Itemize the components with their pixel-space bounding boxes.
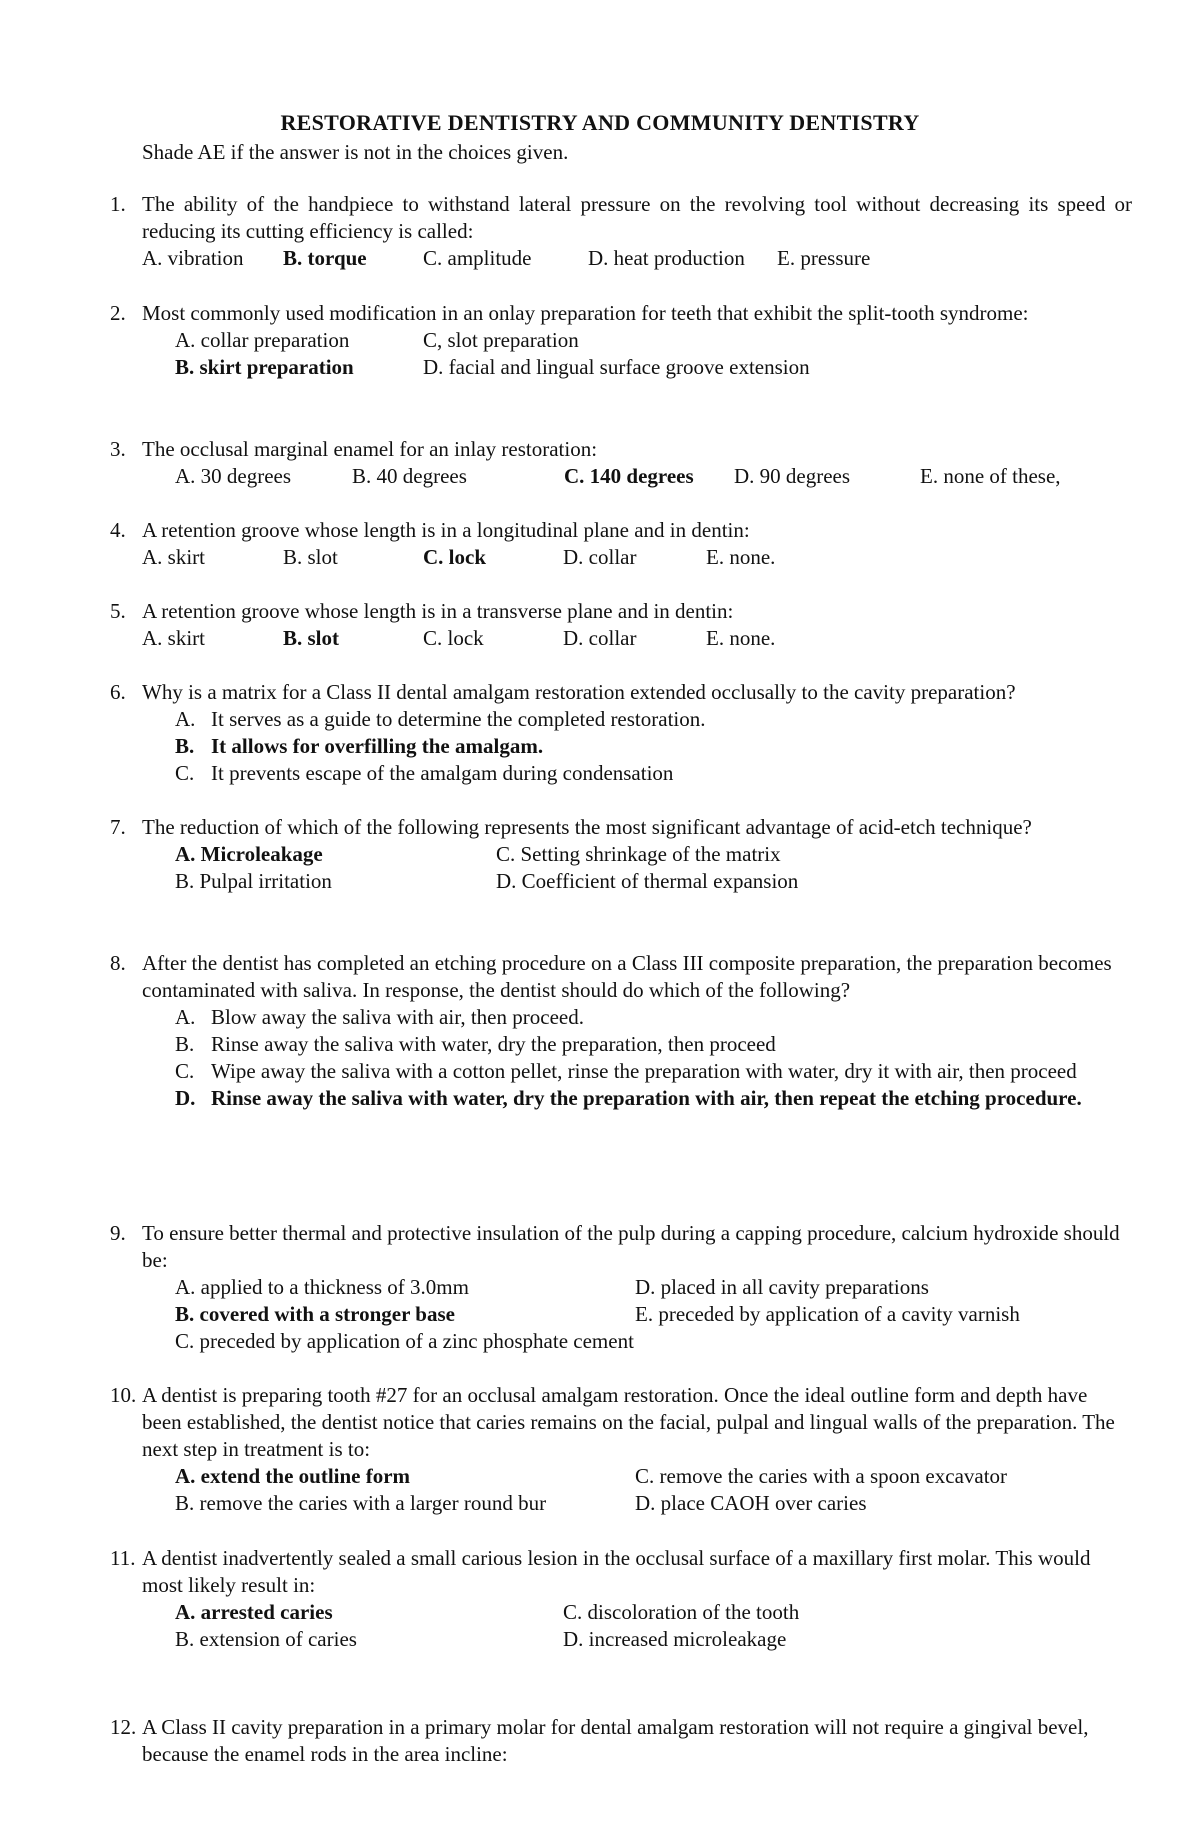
option-c: C. discoloration of the tooth	[563, 1600, 800, 1624]
option-a: A. vibration	[142, 246, 244, 270]
option-b: B. Rinse away the saliva with water, dry the preparation, then proceed	[175, 1032, 776, 1056]
option-c-answer: C. 140 degrees	[564, 464, 694, 488]
option-b-answer: B. torque	[283, 246, 367, 270]
option-e: E. none.	[706, 626, 776, 650]
option-d: D. 90 degrees	[734, 464, 851, 488]
option-a: A. applied to a thickness of 3.0mm	[175, 1275, 469, 1299]
question-2	[110, 300, 1132, 381]
option-e: E. preceded by application of a cavity varnish	[635, 1302, 1020, 1326]
option-a: A. It serves as a guide to determine the completed restoration.	[175, 707, 706, 731]
question-number: 9.	[110, 1221, 126, 1245]
question-stem: Most commonly used modification in an onlay preparation for teeth that exhibit the split-tooth syndrome:	[142, 301, 1029, 325]
option-d: D. collar	[563, 545, 637, 569]
option-b: B. Pulpal irritation	[175, 869, 332, 893]
question-11	[110, 1545, 1132, 1653]
option-b-answer: B. slot	[283, 626, 340, 650]
option-d: D. placed in all cavity preparations	[635, 1275, 929, 1299]
question-3	[110, 436, 1132, 490]
question-4	[110, 517, 1132, 571]
option-a: A. Blow away the saliva with air, then proceed.	[175, 1005, 584, 1029]
question-stem: A retention groove whose length is in a transverse plane and in dentin:	[142, 599, 734, 623]
option-d: D. place CAOH over caries	[635, 1491, 867, 1515]
question-stem: A Class II cavity preparation in a primary molar for dental amalgam restoration will not require a gingival bevel, because the enamel rods in the area incline:	[142, 1715, 1089, 1766]
option-c: C. lock	[423, 626, 484, 650]
option-a: A. 30 degrees	[175, 464, 292, 488]
option-d: D. facial and lingual surface groove extension	[423, 355, 810, 379]
option-a-answer: A. Microleakage	[175, 842, 323, 866]
instruction-text: Shade AE if the answer is not in the choices given.	[142, 140, 569, 164]
question-stem: To ensure better thermal and protective insulation of the pulp during a capping procedure, calcium hydroxide should be:	[142, 1221, 1120, 1272]
option-e: E. none.	[706, 545, 776, 569]
question-number: 4.	[110, 518, 126, 542]
option-d: D. increased microleakage	[563, 1627, 787, 1651]
question-number: 1.	[110, 192, 126, 216]
question-stem: A dentist is preparing tooth #27 for an occlusal amalgam restoration. Once the ideal outline form and depth have been established, the dentist notice that caries remains on the facial, pulpal and lingual walls of the preparation. The next step in treatment is to:	[142, 1383, 1115, 1461]
question-6	[110, 679, 1132, 787]
option-a: A. skirt	[142, 626, 205, 650]
option-b-answer: B. skirt preparation	[175, 355, 354, 379]
question-number: 12.	[110, 1715, 137, 1739]
option-d: D. collar	[563, 626, 637, 650]
option-a: A. collar preparation	[175, 328, 350, 352]
question-1	[110, 191, 1132, 272]
option-c: C. It prevents escape of the amalgam during condensation	[175, 761, 674, 785]
option-e: E. none of these,	[920, 464, 1061, 488]
option-a-answer: A. arrested caries	[175, 1600, 333, 1624]
question-7	[110, 814, 1132, 895]
option-b: B. extension of caries	[175, 1627, 357, 1651]
option-b: B. slot	[283, 545, 338, 569]
option-c-answer: C. lock	[423, 545, 486, 569]
option-b: B. 40 degrees	[352, 464, 467, 488]
question-number: 3.	[110, 437, 126, 461]
option-c: C. preceded by application of a zinc phosphate cement	[175, 1329, 634, 1353]
question-12	[110, 1714, 1132, 1768]
option-d: D. heat production	[588, 246, 745, 270]
question-9	[110, 1220, 1132, 1355]
question-number: 5.	[110, 599, 126, 623]
question-stem: After the dentist has completed an etching procedure on a Class III composite preparation, the preparation becomes contaminated with saliva. In response, the dentist should do which of the following?	[142, 951, 1112, 1002]
option-d-answer: D. Rinse away the saliva with water, dry the preparation with air, then repeat the etching procedure.	[175, 1086, 1082, 1110]
question-number: 7.	[110, 815, 126, 839]
option-a: A. skirt	[142, 545, 205, 569]
page-title: RESTORATIVE DENTISTRY AND COMMUNITY DENTISTRY	[280, 110, 920, 135]
option-c: C. amplitude	[423, 246, 532, 270]
question-stem: A dentist inadvertently sealed a small carious lesion in the occlusal surface of a maxillary first molar. This would most likely result in:	[142, 1546, 1091, 1597]
question-stem: The reduction of which of the following represents the most significant advantage of acid-etch technique?	[142, 815, 1032, 839]
option-d: D. Coefficient of thermal expansion	[496, 869, 799, 893]
question-5	[110, 598, 1132, 652]
option-b: B. remove the caries with a larger round bur	[175, 1491, 547, 1515]
question-stem: The ability of the handpiece to withstand lateral pressure on the revolving tool without decreasing its speed or reducing its cutting efficiency is called:	[142, 192, 1132, 243]
question-stem: The occlusal marginal enamel for an inlay restoration:	[142, 437, 598, 461]
question-number: 10.	[110, 1383, 137, 1407]
question-10	[110, 1382, 1132, 1517]
question-number: 6.	[110, 680, 126, 704]
option-c: C. Wipe away the saliva with a cotton pellet, rinse the preparation with water, dry it with air, then proceed	[175, 1059, 1077, 1083]
option-e: E. pressure	[777, 246, 871, 270]
option-c: C, slot preparation	[423, 328, 579, 352]
question-number: 2.	[110, 301, 126, 325]
option-b-answer: B. covered with a stronger base	[175, 1302, 455, 1326]
question-stem: A retention groove whose length is in a longitudinal plane and in dentin:	[142, 518, 750, 542]
option-c: C. Setting shrinkage of the matrix	[496, 842, 781, 866]
option-a-answer: A. extend the outline form	[175, 1464, 411, 1488]
option-c: C. remove the caries with a spoon excavator	[635, 1464, 1008, 1488]
question-number: 8.	[110, 951, 126, 975]
question-stem: Why is a matrix for a Class II dental amalgam restoration extended occlusally to the cavity preparation?	[142, 680, 1016, 704]
question-number: 11.	[110, 1546, 136, 1570]
question-8	[110, 950, 1132, 1112]
option-b-answer: B. It allows for overfilling the amalgam.	[175, 734, 544, 758]
